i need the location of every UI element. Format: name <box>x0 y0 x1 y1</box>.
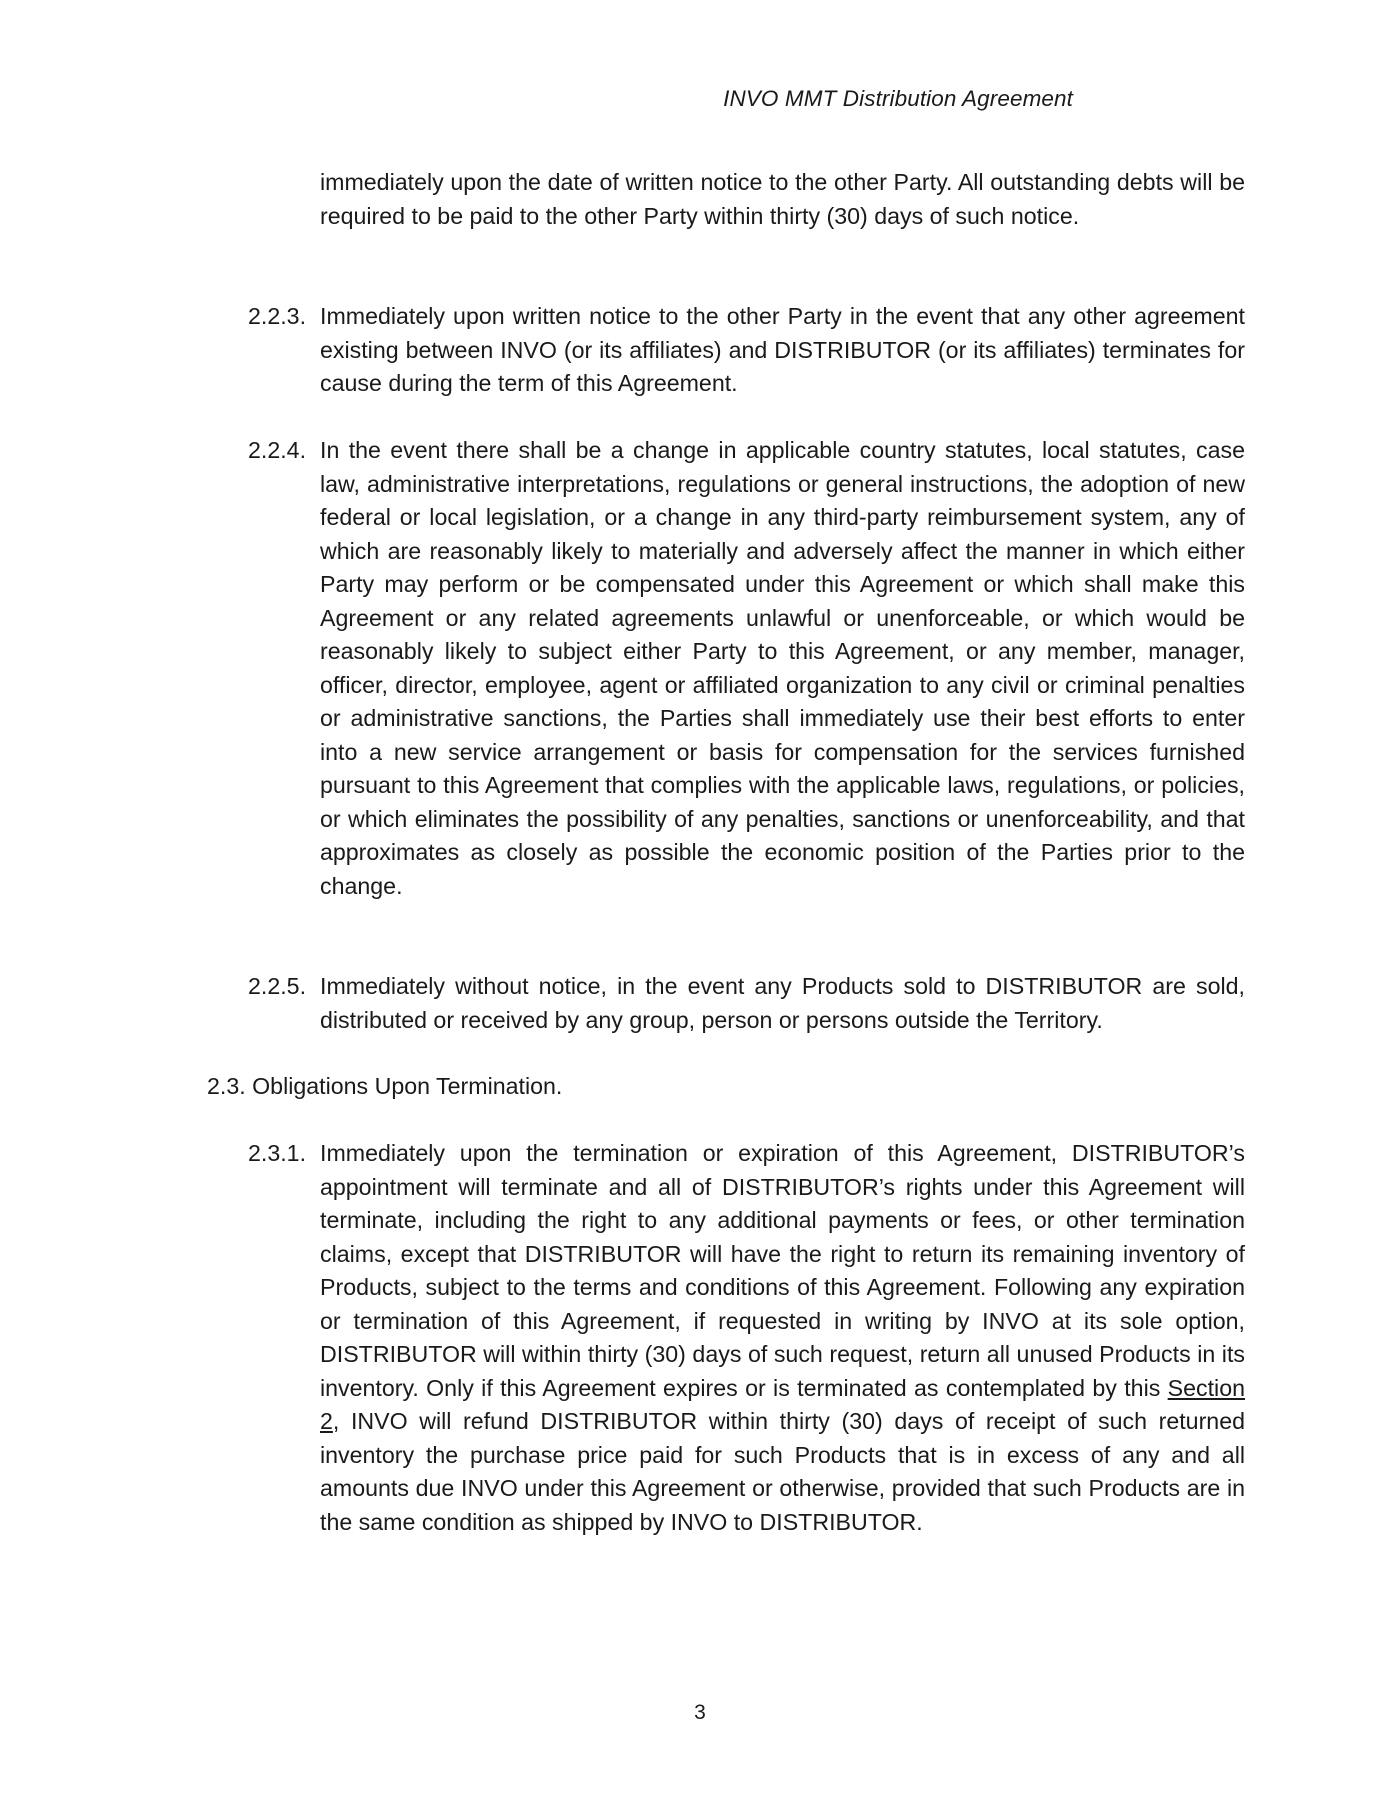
section-number-2-2-3: 2.2.3. <box>248 303 307 329</box>
page-number: 3 <box>694 1701 706 1724</box>
section-title-2-3: Obligations Upon Termination. <box>252 1073 563 1099</box>
section-text-2-3-1-part-2: , INVO will refund DISTRIBUTOR within thirty (30) days of receipt of such returned inventory the purchase price paid for such Products that is in excess of any and all amounts due INVO under this Agreement or otherwise, provided that such Products are in the same condition as shipped by INVO to DISTRIBUTOR. <box>320 1408 1245 1535</box>
section-text-2-3-1 <box>320 1137 1245 1539</box>
section-text-2-2-3: Immediately upon written notice to the other Party in the event that any other agreement existing between INVO (or its affiliates) and DISTRIBUTOR (or its affiliates) terminates for cause during the term of this Agreement. <box>320 303 1245 396</box>
section-text-2-2-5: Immediately without notice, in the event any Products sold to DISTRIBUTOR are sold, distributed or received by any group, person or persons outside the Territory. <box>320 973 1245 1033</box>
section-number-2-2-4: 2.2.4. <box>248 437 307 463</box>
section-text-2-3-1-part-1: Immediately upon the termination or expiration of this Agreement, DISTRIBUTOR’s appointment will terminate and all of DISTRIBUTOR’s rights under this Agreement will terminate, including the right to any additional payments or fees, or other termination claims, except that DISTRIBUTOR will have the right to return its remaining inventory of Products, subject to the terms and conditions of this Agreement. Following any expiration or termination of this Agreement, if requested in writing by INVO at its sole option, DISTRIBUTOR will within thirty (30) days of such request, return all unused Products in its inventory. Only if this Agreement expires or is terminated as contemplated by this <box>320 1140 1245 1401</box>
section-2-cross-reference-link[interactable]: Section 2 <box>320 1374 1245 1434</box>
continuation-paragraph: immediately upon the date of written notice to the other Party. All outstanding debts will be required to be paid to the other Party within thirty (30) days of such notice. <box>320 169 1245 229</box>
section-text-2-2-4: In the event there shall be a change in applicable country statutes, local statutes, case law, administrative interpretations, regulations or general instructions, the adoption of new federal or local legislation, or a change in any third-party reimbursement system, any of which are reasonably likely to materially and adversely affect the manner in which either Party may perform or be compensated under this Agreement or which shall make this Agreement or any related agreements unlawful or unenforceable, or which would be reasonably likely to subject either Party to this Agreement, or any member, manager, officer, director, employee, agent or affiliated organization to any civil or criminal penalties or administrative sanctions, the Parties shall immediately use their best efforts to enter into a new service arrangement or basis for compensation for the services furnished pursuant to this Agreement that complies with the applicable laws, regulations, or policies, or which eliminates the possibility of any penalties, sanctions or unenforceability, and that approximates as closely as possible the economic position of the Parties prior to the change. <box>320 437 1245 899</box>
section-number-2-3: 2.3. <box>207 1073 246 1099</box>
section-number-2-2-5: 2.2.5. <box>248 973 307 999</box>
running-header: INVO MMT Distribution Agreement <box>723 86 1073 111</box>
section-number-2-3-1: 2.3.1. <box>248 1140 307 1166</box>
section-heading-2-3 <box>207 1070 562 1104</box>
